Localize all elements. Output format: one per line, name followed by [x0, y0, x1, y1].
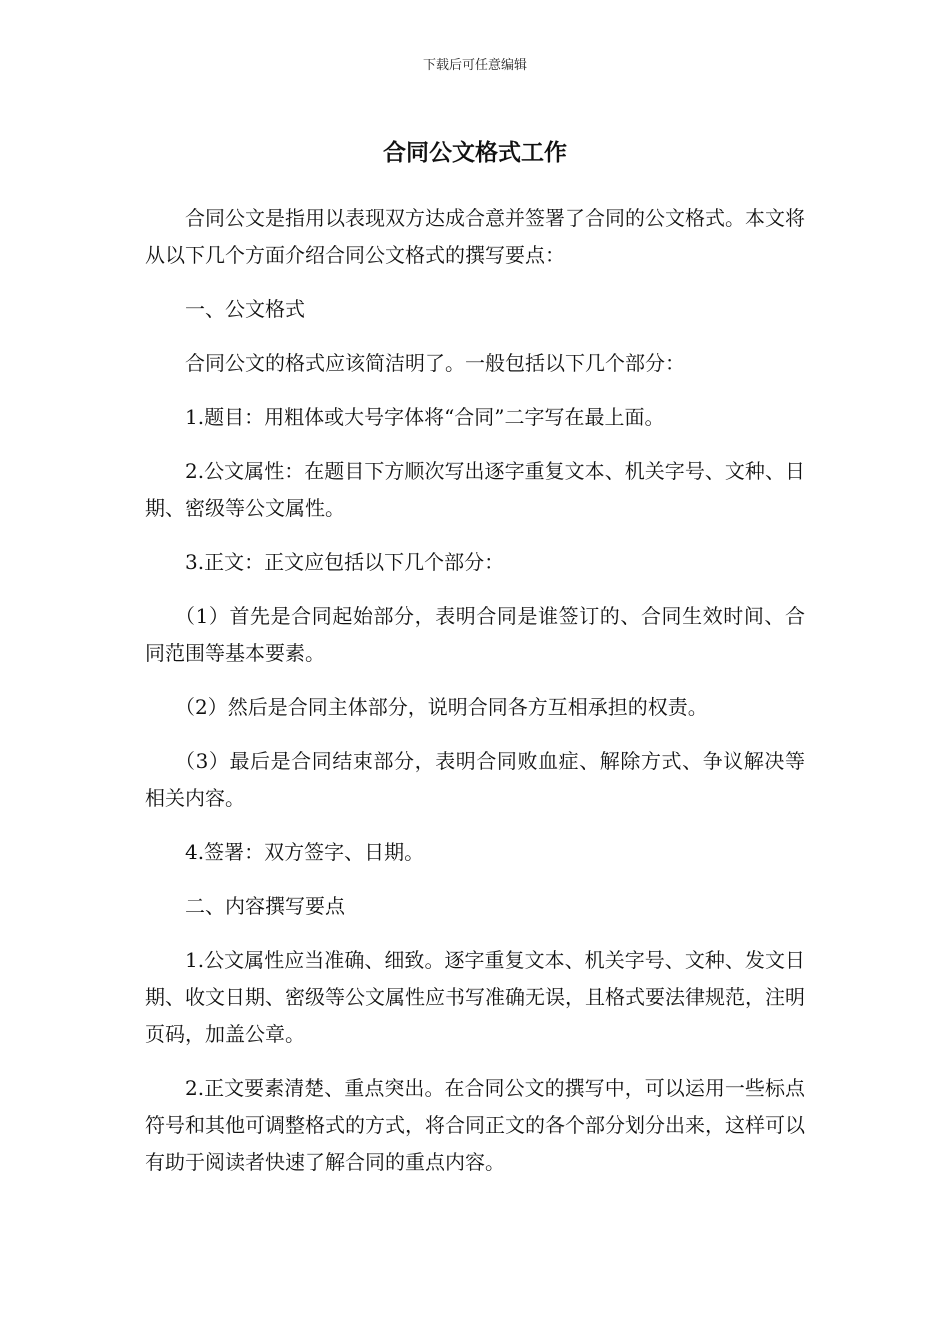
section-heading-format: 一、公文格式: [185, 297, 305, 321]
list-item: 1.题目：用粗体或大号字体将“合同”二字写在最上面。: [185, 405, 665, 429]
paragraph-intro: 合同公文是指用以表现双方达成合意并签署了合同的公文格式。本文将从以下几个方面介绍合同公文格式的撰写要点：: [145, 206, 805, 267]
list-item: 3.正文：正文应包括以下几个部分：: [185, 550, 505, 574]
list-item: 1.公文属性应当准确、细致。逐字重复文本、机关字号、文种、发文日期、收文日期、密级等公文属性应书写准确无误，且格式要法律规范，注明页码，加盖公章。: [145, 948, 805, 1046]
section-heading-content: 二、内容撰写要点: [185, 894, 345, 918]
paragraph: 合同公文的格式应该简洁明了。一般包括以下几个部分：: [185, 351, 685, 375]
document-body: [145, 200, 805, 1198]
list-item: 4.签署：双方签字、日期。: [185, 840, 425, 864]
sub-list-item: （3）最后是合同结束部分，表明合同败血症、解除方式、争议解决等相关内容。: [145, 749, 805, 810]
document-title: 合同公文格式工作: [383, 140, 567, 166]
sub-list-item: （1）首先是合同起始部分，表明合同是谁签订的、合同生效时间、合同范围等基本要素。: [145, 604, 805, 665]
list-item: 2.正文要素清楚、重点突出。在合同公文的撰写中，可以运用一些标点符号和其他可调整格式的方式，将合同正文的各个部分划分出来，这样可以有助于阅读者快速了解合同的重点内容。: [145, 1076, 805, 1174]
list-item: 2.公文属性：在题目下方顺次写出逐字重复文本、机关字号、文种、日期、密级等公文属性。: [145, 459, 805, 520]
header-note: 下载后可任意编辑: [422, 58, 527, 73]
sub-list-item: （2）然后是合同主体部分，说明合同各方互相承担的权责。: [175, 695, 708, 719]
